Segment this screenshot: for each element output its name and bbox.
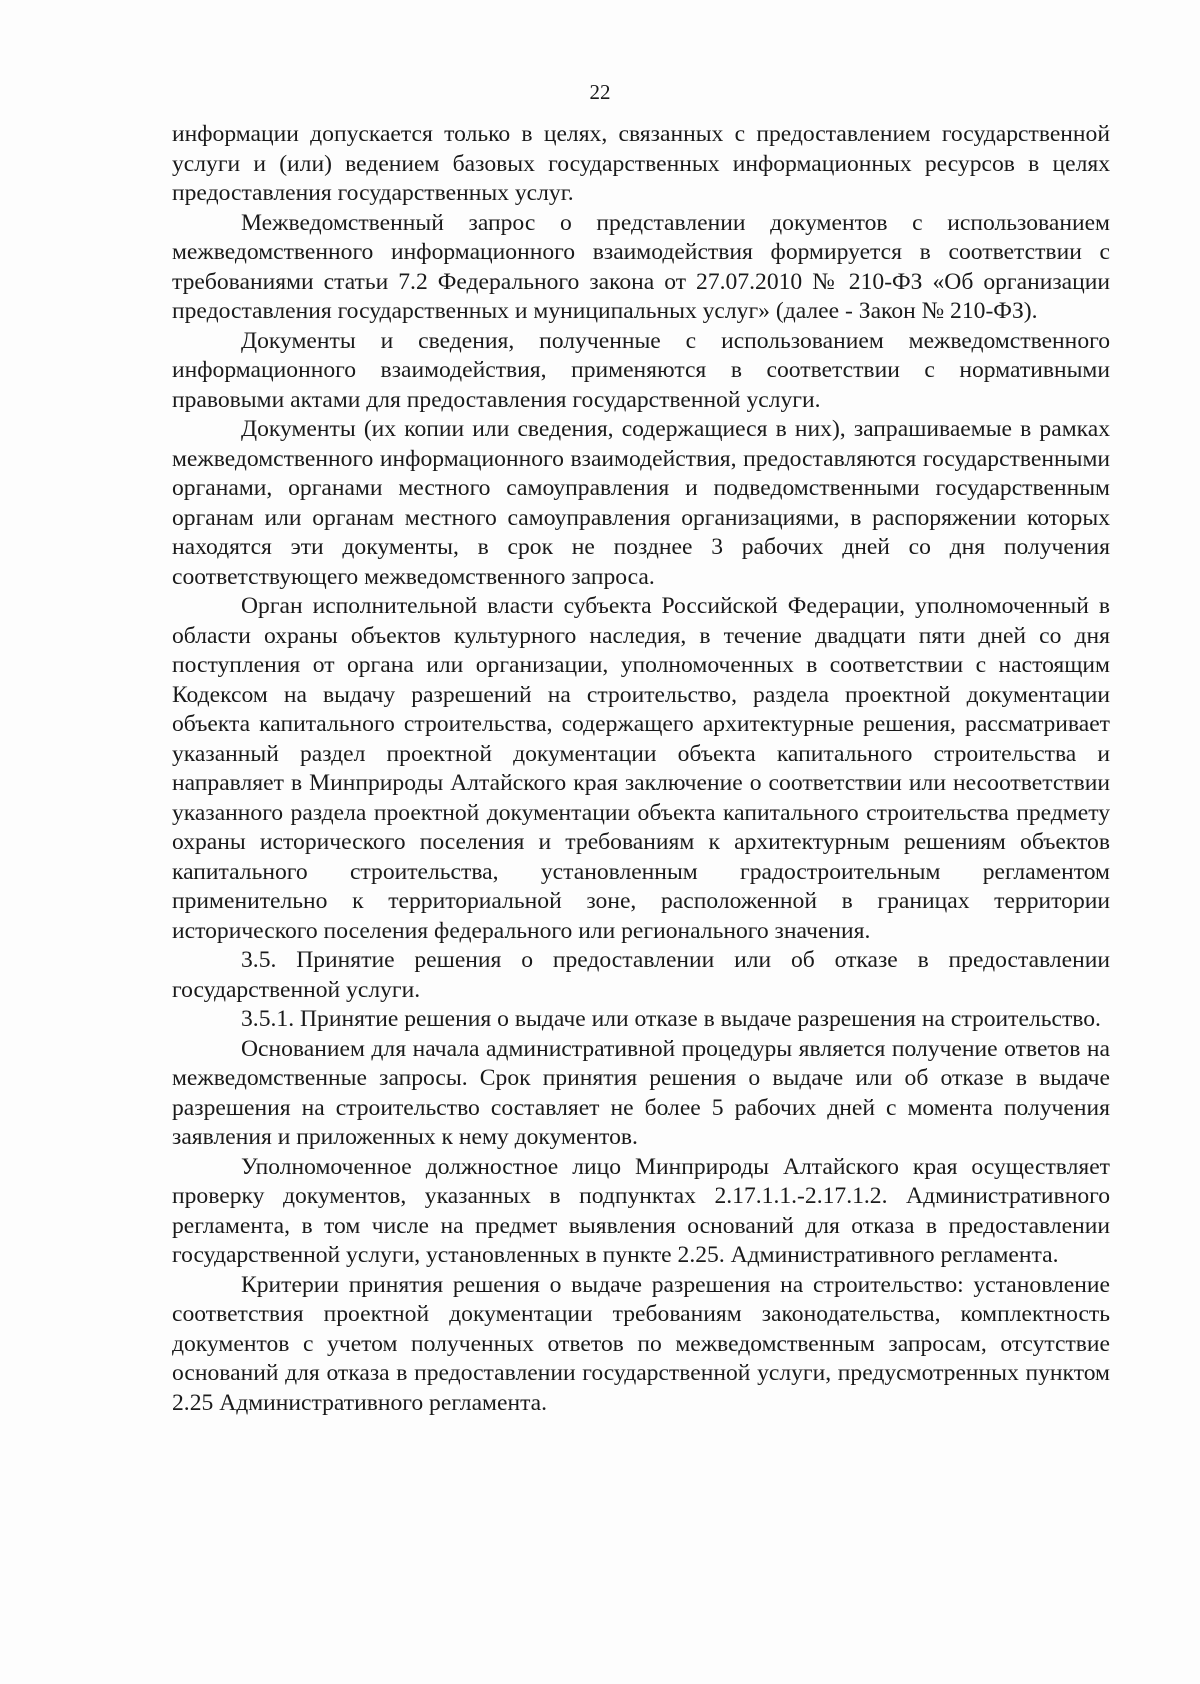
paragraph-documents-provision: Документы (их копии или сведения, содержащиеся в них), запрашиваемые в рамках межведомственного информационного взаимодействия, предоставляются государственными органами, органами местного самоуправления и подведомственными государственным органам или органам местного самоуправления организациями, в распоряжении которых находятся эти документы, в срок не позднее 3 рабочих дней со дня получения соответствующего межведомственного запроса. — [172, 416, 1110, 590]
paragraph-procedure-basis: Основанием для начала административной процедуры является получение ответов на межведомственные запросы. Срок принятия решения о выдаче или об отказе в выдаче разрешения на строительство составляет не более 5 рабочих дней с момента получения заявления и приложенных к нему документов. — [172, 1035, 1110, 1150]
paragraph-interagency-request: Межведомственный запрос о представлении документов с использованием межведомственного информационного взаимодействия формируется в соответствии с требованиями статьи 7.2 Федерального закона от 27.07.2010 № 210-ФЗ «Об организации предоставления государственных и муниципальных услуг» (далее - Закон № 210-ФЗ). — [172, 209, 1110, 324]
paragraph-heritage-authority: Орган исполнительной власти субъекта Российской Федерации, уполномоченный в области охраны объектов культурного наследия, в течение двадцати пяти дней со дня поступления от органа или организации, уполномоченных в соответствии с настоящим Кодексом на выдачу разрешений на строительство, раздела проектной документации объекта капитального строительства, содержащего архитектурные решения, рассматривает указанный раздел проектной документации объекта капитального строительства и направляет в Минприроды Алтайского края заключение о соответствии или несоответствии указанного раздела проектной документации объекта капитального строительства предмету охраны исторического поселения и требованиям к архитектурным решениям объектов капитального строительства, установленным градостроительным регламентом применительно к территориальной зоне, расположенной в границах территории исторического поселения федерального или регионального значения. — [172, 593, 1110, 944]
section-heading-3-5: 3.5. Принятие решения о предоставлении или об отказе в предоставлении государственной услуги. — [172, 947, 1110, 1003]
paragraph-documents-application: Документы и сведения, полученные с использованием межведомственного информационного взаимодействия, применяются в соответствии с нормативными правовыми актами для предоставления государственной услуги. — [172, 327, 1110, 413]
document-body — [172, 120, 1110, 1418]
page-number: 22 — [589, 80, 611, 104]
paragraph-continuation: информации допускается только в целях, связанных с предоставлением государственной услуги и (или) ведением базовых государственных информационных ресурсов в целях предоставления государственных услуг. — [172, 121, 1110, 206]
section-heading-3-5-1: 3.5.1. Принятие решения о выдаче или отказе в выдаче разрешения на строительство. — [241, 1006, 1101, 1032]
paragraph-decision-criteria: Критерии принятия решения о выдаче разрешения на строительство: установление соответствия проектной документации требованиям законодательства, комплектность документов с учетом полученных ответов по межведомственным запросам, отсутствие оснований для отказа в предоставлении государственной услуги, предусмотренных пунктом 2.25 Административного регламента. — [172, 1271, 1110, 1416]
paragraph-official-check: Уполномоченное должностное лицо Минприроды Алтайского края осуществляет проверку документов, указанных в подпунктах 2.17.1.1.-2.17.1.2. Административного регламента, в том числе на предмет выявления оснований для отказа в предоставлении государственной услуги, установленных в пункте 2.25. Административного регламента. — [172, 1153, 1110, 1268]
